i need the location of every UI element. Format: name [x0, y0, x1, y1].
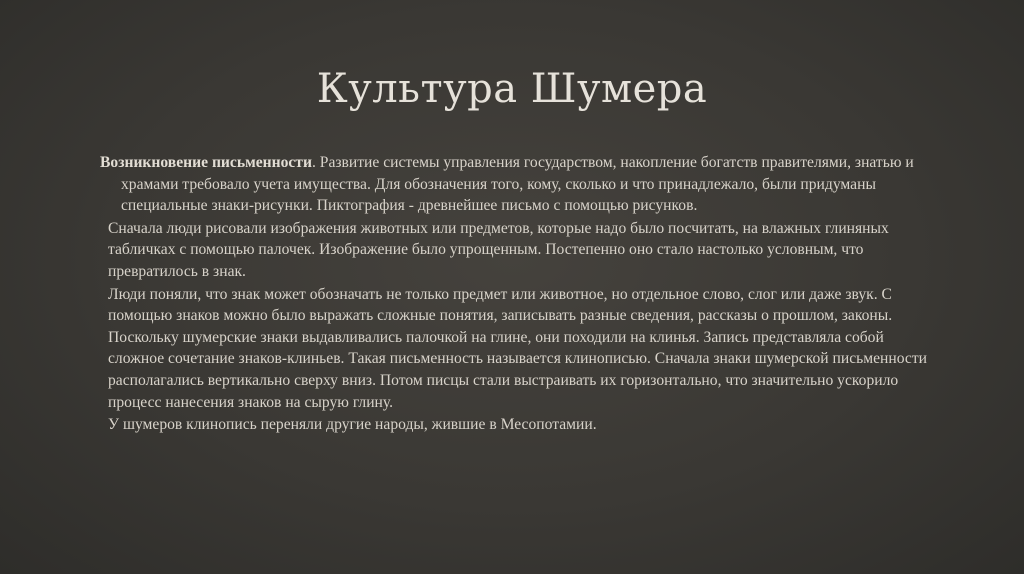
paragraph-text: Сначала люди рисовали изображения животных или предметов, которые надо было посчитать, на влажных глиняных табличках с помощью палочек. Изображение было упрощенным. Постепенно оно стало настолько условным, что превратилось в знак.: [108, 219, 889, 280]
paragraph-lead: Возникновение письменности: [100, 154, 312, 171]
paragraph-adoption: [100, 414, 930, 436]
paragraph-text: У шумеров клинопись переняли другие народы, жившие в Месопотамии.: [108, 416, 597, 434]
paragraph-clay-tablets: [100, 218, 930, 283]
paragraph-writing-origin: [100, 152, 930, 217]
slide-title: Культура Шумера: [316, 66, 708, 112]
slide-body: [100, 152, 930, 437]
paragraph-cuneiform: [100, 284, 930, 414]
paragraph-text: Люди поняли, что знак может обозначать не только предмет или животное, но отдельное слово, слог или даже звук. С помощью знаков можно было выражать сложные понятия, записывать разные сведения, рассказы о прошлом, законы. Поскольку шумерские знаки выдавливались палочкой на глине, они походили на клинья. Запись представляла собой сложное сочетание знаков-клиньев. Такая письменность называется клинописью. Сначала знаки шумерской письменности располагались вертикально сверху вниз. Потом писцы стали выстраивать их горизонтально, что значительно ускорило процесс нанесения знаков на сырую глину.: [108, 285, 927, 411]
paragraph-text: . Развитие системы управления государством, накопление богатств правителями, знатью и храмами требовало учета имущества. Для обозначения того, кому, сколько и что принадлежало, были придуманы специальные знаки-рисунки. Пиктография - древнейшее письмо с помощью рисунков.: [121, 154, 914, 215]
